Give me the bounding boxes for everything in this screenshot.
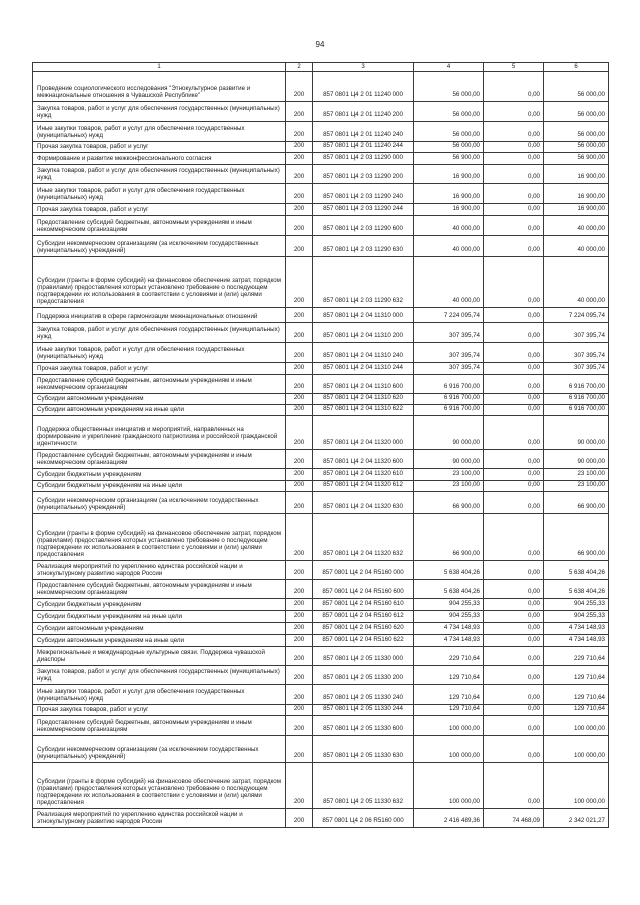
cell-column-2: 200 [286,184,313,204]
cell-column-4: 904 255,33 [414,611,484,623]
cell-column-2: 200 [286,257,313,308]
cell-column-4: 6 916 700,00 [414,394,484,405]
table-row [33,323,609,343]
cell-budget-code: 857 0801 Ц4 2 04 11320 630 [313,492,414,514]
cell-description: Иные закупки товаров, работ и услуг для обеспечения государственных (муниципальных) нужд [33,122,286,142]
cell-column-6: 16 900,00 [544,204,609,216]
table-row [33,236,609,257]
cell-column-2: 200 [286,343,313,363]
cell-column-2: 200 [286,763,313,809]
cell-column-5: 0,00 [484,685,544,705]
cell-budget-code: 857 0801 Ц4 2 01 11240 000 [313,72,414,102]
cell-column-6: 100 000,00 [544,716,609,736]
cell-column-4: 23 100,00 [414,469,484,481]
cell-column-4: 6 916 700,00 [414,405,484,416]
cell-column-4: 56 900,00 [414,153,484,165]
cell-budget-code: 857 0801 Ц4 2 04 R5160 622 [313,635,414,647]
cell-budget-code: 857 0801 Ц4 2 04 11320 610 [313,469,414,481]
table-row [33,122,609,142]
cell-column-6: 56 000,00 [544,122,609,142]
cell-budget-code: 857 0801 Ц4 2 04 11310 244 [313,363,414,375]
cell-budget-code: 857 0801 Ц4 2 04 11310 200 [313,323,414,343]
cell-description: Субсидии некоммерческим организациям (за исключением государственных (муниципальных) учреждений) [33,736,286,763]
cell-budget-code: 857 0801 Ц4 2 05 11330 630 [313,736,414,763]
cell-description: Поддержка общественных инициатив и мероприятий, направленных на формирование и укрепление гражданского патриотизма и российской гражданской идентичности [33,416,286,450]
cell-column-2: 200 [286,122,313,142]
cell-column-2: 200 [286,705,313,716]
cell-column-2: 200 [286,492,313,514]
table-row [33,308,609,323]
cell-column-5: 0,00 [484,184,544,204]
cell-column-6: 904 255,33 [544,599,609,611]
cell-description: Субсидии (гранты в форме субсидий) на финансовое обеспечение затрат, порядком (правилами) предоставления которых установлено требование о последующем подтверждении их использования в соответствии с условиями и (или) целями предоставления [33,763,286,809]
cell-budget-code: 857 0801 Ц4 2 04 11320 600 [313,450,414,469]
cell-column-2: 200 [286,216,313,236]
cell-column-4: 100 000,00 [414,716,484,736]
cell-budget-code: 857 0801 Ц4 2 06 R5160 000 [313,809,414,828]
cell-column-2: 200 [286,809,313,828]
cell-description: Субсидии некоммерческим организациям (за исключением государственных (муниципальных) учреждений) [33,236,286,257]
cell-description: Закупка товаров, работ и услуг для обеспечения государственных (муниципальных) нужд [33,323,286,343]
cell-budget-code: 857 0801 Ц4 2 03 11290 244 [313,204,414,216]
table-row [33,153,609,165]
cell-budget-code: 857 0801 Ц4 2 04 11310 600 [313,375,414,394]
cell-column-4: 66 900,00 [414,492,484,514]
cell-column-6: 5 638 404,26 [544,561,609,580]
cell-column-4: 40 000,00 [414,236,484,257]
cell-column-4: 129 710,64 [414,705,484,716]
header-cell-6: 6 [544,63,609,72]
cell-column-6: 5 638 404,26 [544,580,609,599]
cell-column-6: 100 000,00 [544,736,609,763]
cell-column-5: 0,00 [484,343,544,363]
cell-column-6: 100 000,00 [544,763,609,809]
cell-column-6: 2 342 021,27 [544,809,609,828]
cell-column-6: 56 000,00 [544,142,609,153]
cell-column-4: 129 710,64 [414,666,484,685]
cell-column-6: 4 734 148,93 [544,635,609,647]
cell-description: Закупка товаров, работ и услуг для обеспечения государственных (муниципальных) нужд [33,666,286,685]
cell-description: Предоставление субсидий бюджетным, автономным учреждениям и иным некоммерческим организациям [33,580,286,599]
cell-description: Прочая закупка товаров, работ и услуг [33,142,286,153]
table-row [33,635,609,647]
table-row [33,165,609,184]
cell-column-6: 307 395,74 [544,363,609,375]
table-row [33,72,609,102]
cell-column-4: 90 000,00 [414,450,484,469]
cell-budget-code: 857 0801 Ц4 2 01 11240 244 [313,142,414,153]
cell-column-6: 6 916 700,00 [544,405,609,416]
cell-column-6: 66 900,00 [544,492,609,514]
table-row [33,492,609,514]
cell-column-5: 0,00 [484,308,544,323]
cell-column-2: 200 [286,623,313,635]
cell-description: Формирование и развитие межконфессионального согласия [33,153,286,165]
cell-column-5: 0,00 [484,102,544,122]
cell-column-4: 16 900,00 [414,165,484,184]
cell-column-2: 200 [286,716,313,736]
cell-description: Предоставление субсидий бюджетным, автономным учреждениям и иным некоммерческим организациям [33,716,286,736]
cell-column-5: 0,00 [484,204,544,216]
table-row [33,705,609,716]
cell-description: Реализация мероприятий по укреплению единства российской нации и этнокультурному развитию народов России [33,561,286,580]
cell-budget-code: 857 0801 Ц4 2 01 11240 200 [313,102,414,122]
table-row [33,257,609,308]
cell-column-6: 90 000,00 [544,450,609,469]
cell-column-2: 200 [286,153,313,165]
table-row [33,736,609,763]
cell-description: Прочая закупка товаров, работ и услуг [33,363,286,375]
cell-description: Межрегиональные и международные культурные связи. Поддержка чувашской диаспоры [33,647,286,666]
cell-description: Прочая закупка товаров, работ и услуг [33,204,286,216]
cell-budget-code: 857 0801 Ц4 2 04 R5160 612 [313,611,414,623]
cell-budget-code: 857 0801 Ц4 2 03 11290 240 [313,184,414,204]
header-cell-2: 2 [286,63,313,72]
table-row [33,599,609,611]
cell-column-5: 0,00 [484,323,544,343]
cell-column-6: 23 100,00 [544,469,609,481]
cell-column-6: 66 900,00 [544,514,609,561]
cell-column-4: 40 000,00 [414,216,484,236]
cell-column-2: 200 [286,580,313,599]
cell-description: Предоставление субсидий бюджетным, автономным учреждениям и иным некоммерческим организациям [33,375,286,394]
cell-budget-code: 857 0801 Ц4 2 05 11330 244 [313,705,414,716]
table-row [33,685,609,705]
table-row [33,142,609,153]
table-row [33,514,609,561]
cell-column-4: 16 900,00 [414,184,484,204]
table-row [33,394,609,405]
cell-budget-code: 857 0801 Ц4 2 04 11310 622 [313,405,414,416]
cell-description: Субсидии автономным учреждениям на иные цели [33,405,286,416]
cell-column-2: 200 [286,611,313,623]
cell-column-6: 23 100,00 [544,481,609,492]
cell-description: Субсидии некоммерческим организациям (за исключением государственных (муниципальных) учреждений) [33,492,286,514]
cell-column-4: 56 000,00 [414,142,484,153]
cell-column-2: 200 [286,685,313,705]
table-row [33,647,609,666]
cell-budget-code: 857 0801 Ц4 2 05 11330 200 [313,666,414,685]
cell-column-4: 129 710,64 [414,685,484,705]
cell-budget-code: 857 0801 Ц4 2 04 11320 632 [313,514,414,561]
cell-column-5: 0,00 [484,363,544,375]
cell-column-6: 56 000,00 [544,102,609,122]
table-row [33,450,609,469]
cell-column-6: 229 710,64 [544,647,609,666]
table-row [33,623,609,635]
cell-column-4: 100 000,00 [414,736,484,763]
table-row [33,716,609,736]
cell-column-6: 90 000,00 [544,416,609,450]
cell-column-4: 23 100,00 [414,481,484,492]
cell-column-2: 200 [286,142,313,153]
table-row [33,611,609,623]
cell-column-5: 0,00 [484,666,544,685]
cell-column-2: 200 [286,561,313,580]
cell-column-4: 16 900,00 [414,204,484,216]
cell-column-5: 0,00 [484,142,544,153]
cell-budget-code: 857 0801 Ц4 2 03 11290 000 [313,153,414,165]
cell-budget-code: 857 0801 Ц4 2 03 11290 632 [313,257,414,308]
cell-description: Субсидии (гранты в форме субсидий) на финансовое обеспечение затрат, порядком (правилами) предоставления которых установлено требование о последующем подтверждении их использования в соответствии с условиями и (или) целями предоставления [33,257,286,308]
cell-description: Субсидии бюджетным учреждениям на иные цели [33,481,286,492]
cell-description: Субсидии (гранты в форме субсидий) на финансовое обеспечение затрат, порядком (правилами) предоставления которых установлено требование о последующем подтверждении их использования в соответствии с условиями и (или) целями предоставления [33,514,286,561]
cell-column-5: 0,00 [484,216,544,236]
cell-description: Субсидии бюджетным учреждениям [33,469,286,481]
cell-column-2: 200 [286,514,313,561]
cell-description: Проведение социологического исследования "Этнокультурное развитие и межнациональные отношения в Чувашской Республике" [33,72,286,102]
cell-column-5: 0,00 [484,705,544,716]
cell-column-6: 4 734 148,93 [544,623,609,635]
cell-column-5: 0,00 [484,450,544,469]
table-body [33,72,609,828]
cell-column-2: 200 [286,481,313,492]
table-row [33,204,609,216]
cell-budget-code: 857 0801 Ц4 2 04 11310 240 [313,343,414,363]
cell-column-6: 56 900,00 [544,153,609,165]
budget-table [32,62,609,828]
cell-column-5: 0,00 [484,375,544,394]
cell-column-4: 56 000,00 [414,72,484,102]
cell-column-2: 200 [286,165,313,184]
cell-column-4: 40 000,00 [414,257,484,308]
cell-column-6: 129 710,64 [544,705,609,716]
cell-column-4: 307 395,74 [414,323,484,343]
cell-description: Реализация мероприятий по укреплению единства российской нации и этнокультурному развитию народов России [33,809,286,828]
cell-column-5: 0,00 [484,647,544,666]
cell-column-5: 0,00 [484,165,544,184]
cell-column-4: 100 000,00 [414,763,484,809]
cell-budget-code: 857 0801 Ц4 2 04 11320 000 [313,416,414,450]
cell-column-5: 0,00 [484,72,544,102]
cell-column-2: 200 [286,394,313,405]
cell-column-5: 0,00 [484,580,544,599]
cell-budget-code: 857 0801 Ц4 2 04 R5160 620 [313,623,414,635]
cell-description: Прочая закупка товаров, работ и услуг [33,705,286,716]
table-row [33,216,609,236]
cell-description: Предоставление субсидий бюджетным, автономным учреждениям и иным некоммерческим организациям [33,450,286,469]
cell-column-2: 200 [286,102,313,122]
cell-budget-code: 857 0801 Ц4 2 04 R5160 000 [313,561,414,580]
header-cell-4: 4 [414,63,484,72]
cell-budget-code: 857 0801 Ц4 2 04 11320 612 [313,481,414,492]
cell-budget-code: 857 0801 Ц4 2 05 11330 600 [313,716,414,736]
table-row [33,561,609,580]
cell-column-2: 200 [286,323,313,343]
cell-column-5: 0,00 [484,736,544,763]
cell-column-5: 0,00 [484,394,544,405]
cell-column-4: 90 000,00 [414,416,484,450]
table-row [33,184,609,204]
cell-budget-code: 857 0801 Ц4 2 03 11290 600 [313,216,414,236]
cell-column-5: 0,00 [484,611,544,623]
table-header-row [33,63,609,72]
cell-column-4: 307 395,74 [414,363,484,375]
cell-column-2: 200 [286,308,313,323]
cell-column-4: 5 638 404,26 [414,580,484,599]
cell-column-6: 16 900,00 [544,184,609,204]
cell-budget-code: 857 0801 Ц4 2 03 11290 630 [313,236,414,257]
cell-column-5: 0,00 [484,469,544,481]
cell-description: Субсидии автономным учреждениям [33,394,286,405]
table-row [33,666,609,685]
cell-budget-code: 857 0801 Ц4 2 04 11310 620 [313,394,414,405]
cell-column-6: 307 395,74 [544,323,609,343]
cell-column-6: 129 710,64 [544,666,609,685]
cell-column-5: 0,00 [484,561,544,580]
cell-description: Поддержка инициатив в сфере гармонизации межнациональных отношений [33,308,286,323]
cell-budget-code: 857 0801 Ц4 2 03 11290 200 [313,165,414,184]
cell-column-2: 200 [286,736,313,763]
cell-description: Иные закупки товаров, работ и услуг для обеспечения государственных (муниципальных) нужд [33,343,286,363]
cell-column-6: 16 900,00 [544,165,609,184]
cell-column-5: 74 468,09 [484,809,544,828]
cell-column-2: 200 [286,416,313,450]
cell-budget-code: 857 0801 Ц4 2 05 11330 632 [313,763,414,809]
table-row [33,363,609,375]
cell-column-5: 0,00 [484,716,544,736]
cell-column-5: 0,00 [484,635,544,647]
cell-column-4: 6 916 700,00 [414,375,484,394]
cell-column-2: 200 [286,599,313,611]
cell-column-6: 6 916 700,00 [544,375,609,394]
page-number: 94 [315,40,325,49]
table-row [33,469,609,481]
cell-column-2: 200 [286,72,313,102]
cell-column-5: 0,00 [484,122,544,142]
cell-column-4: 307 395,74 [414,343,484,363]
cell-budget-code: 857 0801 Ц4 2 01 11240 240 [313,122,414,142]
cell-column-4: 56 000,00 [414,102,484,122]
cell-column-5: 0,00 [484,492,544,514]
cell-column-5: 0,00 [484,257,544,308]
cell-column-4: 66 900,00 [414,514,484,561]
table-row [33,405,609,416]
cell-column-5: 0,00 [484,623,544,635]
header-cell-5: 5 [484,63,544,72]
cell-column-5: 0,00 [484,599,544,611]
cell-budget-code: 857 0801 Ц4 2 04 11310 000 [313,308,414,323]
cell-description: Субсидии бюджетным учреждениям на иные цели [33,611,286,623]
cell-budget-code: 857 0801 Ц4 2 04 R5160 600 [313,580,414,599]
cell-budget-code: 857 0801 Ц4 2 05 11330 240 [313,685,414,705]
cell-budget-code: 857 0801 Ц4 2 04 R5160 610 [313,599,414,611]
cell-column-4: 904 255,33 [414,599,484,611]
cell-column-4: 4 734 148,93 [414,635,484,647]
table-row [33,809,609,828]
cell-column-6: 307 395,74 [544,343,609,363]
cell-column-2: 200 [286,375,313,394]
cell-column-2: 200 [286,635,313,647]
cell-description: Субсидии автономным учреждениям на иные цели [33,635,286,647]
cell-column-5: 0,00 [484,514,544,561]
cell-column-6: 7 224 095,74 [544,308,609,323]
cell-column-5: 0,00 [484,405,544,416]
cell-column-6: 129 710,64 [544,685,609,705]
cell-description: Закупка товаров, работ и услуг для обеспечения государственных (муниципальных) нужд [33,165,286,184]
cell-column-2: 200 [286,363,313,375]
table-row [33,580,609,599]
cell-column-2: 200 [286,204,313,216]
cell-column-6: 56 000,00 [544,72,609,102]
table-row [33,343,609,363]
cell-column-4: 229 710,64 [414,647,484,666]
table-row [33,481,609,492]
cell-column-4: 56 000,00 [414,122,484,142]
table-row [33,102,609,122]
cell-column-5: 0,00 [484,236,544,257]
cell-column-4: 7 224 095,74 [414,308,484,323]
cell-column-4: 2 416 489,36 [414,809,484,828]
cell-column-2: 200 [286,236,313,257]
cell-column-4: 5 638 404,26 [414,561,484,580]
cell-column-5: 0,00 [484,153,544,165]
cell-budget-code: 857 0801 Ц4 2 05 11330 000 [313,647,414,666]
header-cell-1: 1 [33,63,286,72]
cell-column-6: 40 000,00 [544,257,609,308]
cell-description: Субсидии автономным учреждениям [33,623,286,635]
table-row [33,763,609,809]
cell-column-5: 0,00 [484,763,544,809]
cell-column-2: 200 [286,647,313,666]
table-row [33,416,609,450]
cell-column-6: 904 255,33 [544,611,609,623]
cell-description: Предоставление субсидий бюджетным, автономным учреждениям и иным некоммерческим организациям [33,216,286,236]
cell-column-6: 6 916 700,00 [544,394,609,405]
cell-description: Закупка товаров, работ и услуг для обеспечения государственных (муниципальных) нужд [33,102,286,122]
cell-column-6: 40 000,00 [544,236,609,257]
cell-column-2: 200 [286,469,313,481]
cell-description: Иные закупки товаров, работ и услуг для обеспечения государственных (муниципальных) нужд [33,685,286,705]
cell-column-5: 0,00 [484,481,544,492]
cell-column-4: 4 734 148,93 [414,623,484,635]
header-cell-3: 3 [313,63,414,72]
table-row [33,375,609,394]
cell-description: Иные закупки товаров, работ и услуг для обеспечения государственных (муниципальных) нужд [33,184,286,204]
cell-description: Субсидии бюджетным учреждениям [33,599,286,611]
cell-column-2: 200 [286,450,313,469]
cell-column-5: 0,00 [484,416,544,450]
cell-column-2: 200 [286,405,313,416]
cell-column-6: 40 000,00 [544,216,609,236]
cell-column-2: 200 [286,666,313,685]
